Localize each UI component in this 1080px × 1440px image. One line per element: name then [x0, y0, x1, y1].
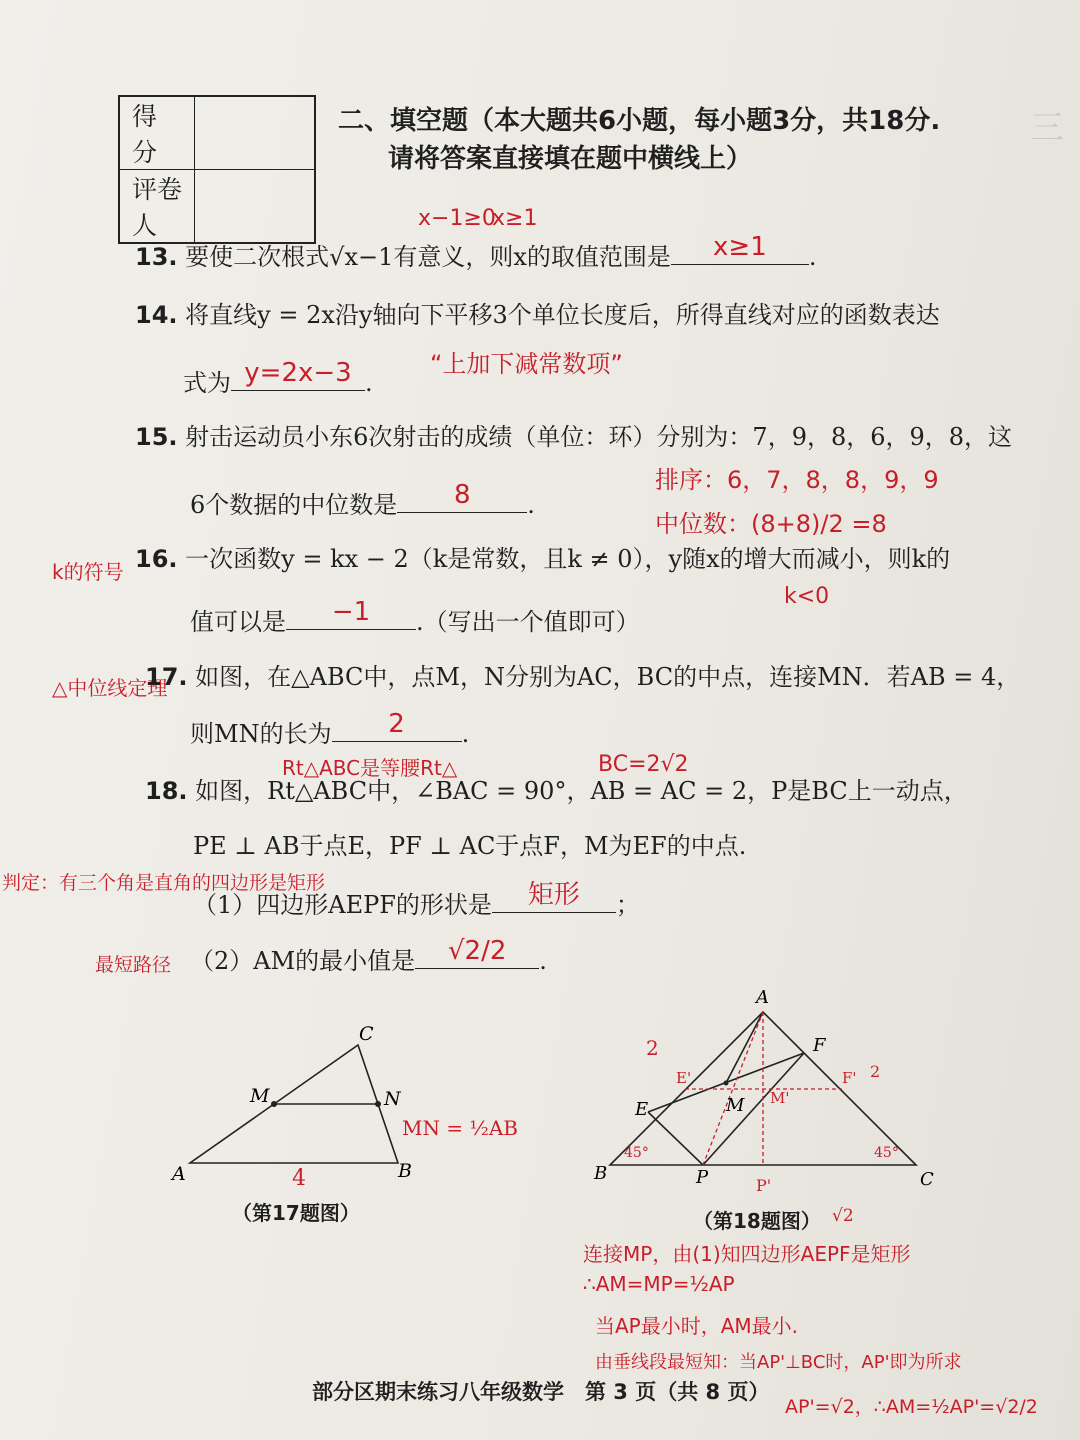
label-a: A — [756, 987, 769, 1008]
label-m: M — [726, 1095, 745, 1116]
question-14: 14. 将直线y = 2x沿y轴向下平移3个单位长度后，所得直线对应的函数表达 — [135, 301, 940, 329]
solution-line-3: 当AP最小时，AM最小. — [595, 1314, 799, 1338]
fig18-note-ac: 2 — [870, 1062, 881, 1081]
q15-note-sort: 排序：6，7，8，8，9，9 — [655, 466, 939, 494]
q16-margin-note: k的符号 — [52, 560, 124, 584]
q13-note-2: x≥1 — [492, 206, 538, 231]
q16-note-k: k<0 — [784, 584, 830, 609]
question-16: 16. 一次函数y = kx − 2（k是常数，且k ≠ 0），y随x的增大而减小，则k的 — [135, 545, 951, 573]
question-18-part1: （1）四边形AEPF的形状是 矩形 ； — [193, 880, 640, 919]
fig18-note-angle-c: 45° — [874, 1145, 899, 1161]
label-m: M — [250, 1085, 270, 1107]
q14-note: “上加下减常数项” — [430, 350, 623, 378]
solution-line-2: ∴AM=MP=½AP — [583, 1272, 735, 1296]
point-m — [271, 1101, 277, 1107]
fig17-note-mn: MN = ½AB — [402, 1116, 518, 1140]
fig18-note-e-prime: E' — [676, 1069, 692, 1087]
fig18-note-sqrt2: √2 — [832, 1206, 854, 1226]
label-a: A — [172, 1163, 186, 1185]
fig18-note-p-prime: P' — [756, 1176, 772, 1195]
question-17: 17. 如图，在△ABC中，点M，N分别为AC，BC的中点，连接MN．若AB = 4， — [145, 663, 1021, 691]
figure-17 — [160, 1015, 540, 1195]
segment-pe — [648, 1112, 703, 1165]
solution-line-4: 由垂线段最短知：当AP'⊥BC时，AP'即为所求 — [595, 1352, 962, 1373]
section-title: 二、填空题（本大题共6小题，每小题3分，共18分. — [338, 106, 941, 136]
fig18-note-ab: 2 — [646, 1036, 659, 1060]
solution-line-5: AP'=√2，∴AM=½AP'=√2/2 — [785, 1396, 1038, 1418]
answer-blank: 矩形 — [492, 888, 616, 913]
q18-note-isosceles: Rt△ABC是等腰Rt△ — [282, 756, 458, 780]
score-box — [118, 95, 316, 244]
answer-blank: 8 — [397, 488, 527, 513]
question-14-line2: 式为 y=2x−3 . — [183, 358, 373, 397]
question-15: 15. 射击运动员小东6次射击的成绩（单位：环）分别为：7，9，8，6，9，8，这 — [135, 423, 1013, 451]
answer-blank: x≥1 — [671, 240, 809, 265]
answer-blank: −1 — [286, 605, 416, 630]
q17-margin-note: △中位线定理 — [52, 676, 168, 700]
q18-note-criterion: 判定：有三个角是直角的四边形是矩形 — [2, 872, 326, 894]
fig18-note-f-prime: F' — [842, 1069, 857, 1087]
score-label: 得 分 — [119, 96, 195, 170]
question-15-line2: 6个数据的中位数是 8 . — [190, 480, 535, 519]
label-f: F — [813, 1035, 826, 1056]
label-b: B — [594, 1163, 608, 1184]
point-m — [724, 1081, 729, 1086]
figure-18-caption: （第18题图） — [693, 1209, 821, 1233]
grader-label: 评卷人 — [119, 170, 195, 244]
answer-blank: y=2x−3 — [231, 366, 365, 391]
q15-note-median: 中位数：(8+8)/2 =8 — [655, 510, 887, 538]
question-13: 13. 要使二次根式√x−1有意义，则x的取值范围是 x≥1 . — [135, 232, 817, 271]
q18-note-bc: BC=2√2 — [598, 752, 689, 777]
point-n — [375, 1101, 381, 1107]
question-18: 18. 如图，Rt△ABC中，∠BAC = 90°，AB = AC = 2，P是BC上一动点， — [145, 777, 968, 805]
q13-note-1: x−1≥0 — [418, 206, 496, 231]
page-footer: 部分区期末练习八年级数学 第 3 页（共 8 页） — [312, 1380, 770, 1404]
label-e: E — [635, 1099, 649, 1120]
bleed-through: 三 — [1030, 108, 1064, 148]
solution-line-1: 连接MP，由(1)知四边形AEPF是矩形 — [583, 1242, 911, 1266]
segment-pf — [703, 1053, 804, 1165]
question-17-line2: 则MN的长为 2 . — [190, 709, 470, 748]
label-c: C — [920, 1169, 934, 1190]
answer-blank: √2/2 — [415, 944, 539, 969]
label-b: B — [398, 1160, 412, 1182]
section-subtitle: 请将答案直接填在题中横线上） — [388, 144, 753, 174]
fig17-note-ab: 4 — [292, 1166, 306, 1191]
section-heading — [338, 102, 940, 178]
question-18-line2: PE ⊥ AB于点E，PF ⊥ AC于点F，M为EF的中点. — [193, 832, 747, 860]
label-p: P — [696, 1167, 709, 1188]
q18-note-shortest: 最短路径 — [95, 954, 172, 976]
figure-17-caption: （第17题图） — [232, 1201, 360, 1225]
label-n: N — [384, 1088, 401, 1110]
fig18-note-angle-b: 45° — [624, 1145, 649, 1161]
label-c: C — [359, 1023, 374, 1045]
answer-blank: 2 — [332, 717, 462, 742]
question-18-part2: （2）AM的最小值是 √2/2 . — [190, 936, 547, 975]
fig18-note-m-prime: M' — [770, 1089, 790, 1107]
question-16-line2: 值可以是 −1 .（写出一个值即可） — [190, 597, 640, 636]
segment-am — [726, 1012, 763, 1083]
